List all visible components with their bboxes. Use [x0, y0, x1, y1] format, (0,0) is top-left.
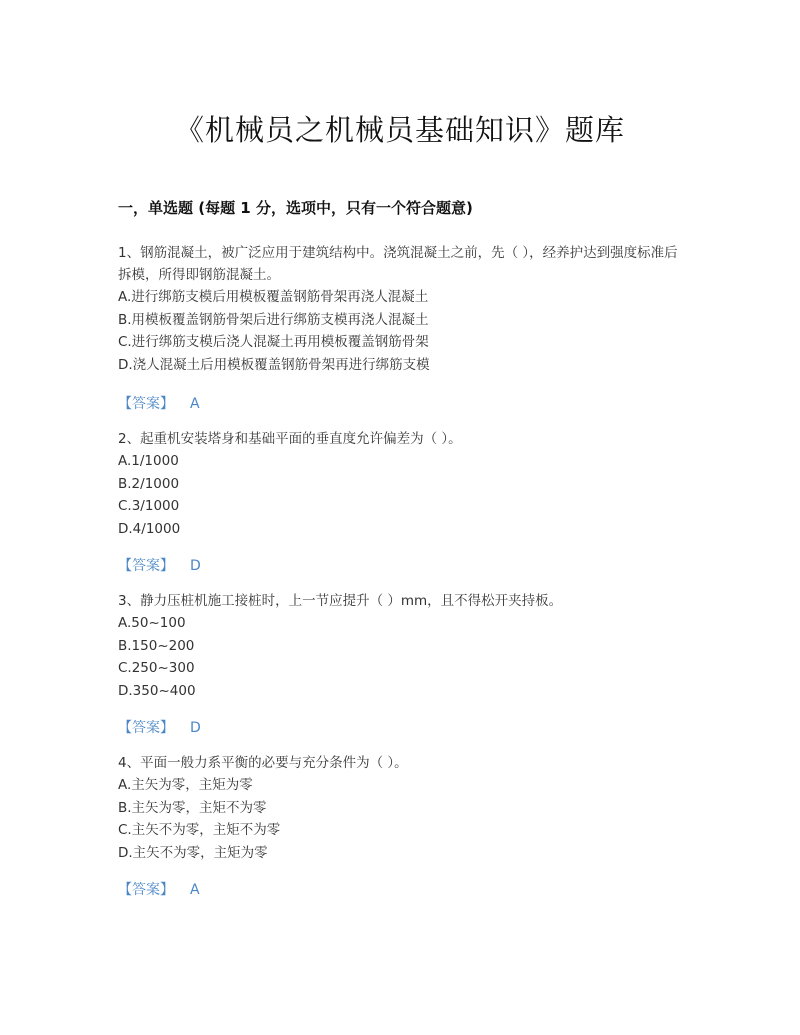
question-stem: 2、起重机安装塔身和基础平面的垂直度允许偏差为（ ）。: [118, 431, 462, 447]
option-d: D.浇人混凝土后用模板覆盖钢筋骨架再进行绑筋支模: [118, 356, 430, 373]
option-d: D.350~400: [118, 682, 196, 699]
option-c: C.主矢不为零，主矩不为零: [118, 822, 281, 838]
question-stem: 1、钢筋混凝土，被广泛应用于建筑结构中。浇筑混凝土之前，先（ ），经养护达到强度标准后拆模，所得即钢筋混凝土。: [118, 245, 678, 283]
document-title: 《机械员之机械员基础知识》题库: [174, 113, 625, 147]
question-stem: 4、平面一般力系平衡的必要与充分条件为（ ）。: [118, 755, 408, 771]
option-b: B.用模板覆盖钢筋骨架后进行绑筋支模再浇人混凝土: [118, 311, 429, 328]
option-b: B.2/1000: [118, 475, 180, 492]
question-stem: 3、静力压桩机施工接桩时，上一节应提升（ ）mm，且不得松开夹持板。: [118, 593, 563, 609]
option-b: B.主矢为零，主矩不为零: [118, 799, 267, 816]
option-a: A.1/1000: [118, 453, 179, 469]
answer-value: D: [190, 720, 201, 736]
option-a: A.进行绑筋支模后用模板覆盖钢筋骨架再浇人混凝土: [118, 289, 429, 305]
answer-4: [118, 879, 200, 899]
question-3: [118, 590, 688, 702]
answer-value: D: [190, 558, 201, 574]
answer-label: 【答案】: [118, 558, 174, 574]
option-b: B.150~200: [118, 637, 195, 654]
option-d: D.主矢不为零，主矩为零: [118, 844, 268, 861]
answer-3: [118, 717, 201, 737]
option-c: C.3/1000: [118, 498, 180, 514]
answer-1: [118, 393, 200, 413]
answer-label: 【答案】: [118, 396, 174, 412]
answer-value: A: [190, 396, 200, 412]
option-a: A.50~100: [118, 615, 186, 631]
answer-2: [118, 555, 201, 575]
section-heading: 一，单选题 (每题 1 分，选项中，只有一个符合题意): [118, 199, 473, 217]
option-c: C.进行绑筋支模后浇人混凝土再用模板覆盖钢筋骨架: [118, 334, 429, 350]
question-4: [118, 752, 688, 864]
option-d: D.4/1000: [118, 520, 181, 537]
answer-value: A: [190, 882, 200, 898]
question-1: [118, 242, 688, 376]
option-c: C.250~300: [118, 660, 195, 676]
option-a: A.主矢为零，主矩为零: [118, 777, 253, 793]
answer-label: 【答案】: [118, 882, 174, 898]
answer-label: 【答案】: [118, 720, 174, 736]
question-2: [118, 428, 688, 540]
